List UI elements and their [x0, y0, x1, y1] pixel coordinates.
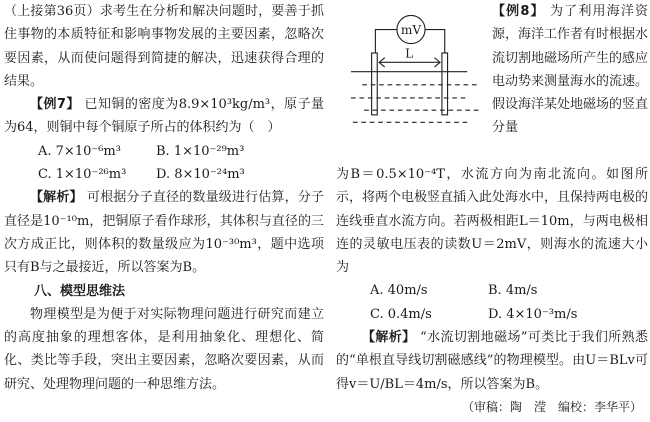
option-c: C. 1×10⁻²⁶m³ — [38, 167, 127, 183]
example8-intro — [492, 0, 648, 140]
option-c: C. 0.4m/s — [370, 306, 432, 322]
analysis8-label: 【解析】 — [362, 330, 416, 346]
analysis8 — [336, 326, 648, 396]
example7-label: 【例7】 — [30, 97, 80, 113]
option-a: A. 40m/s — [370, 283, 428, 299]
option-d: D. 8×10⁻²⁴m³ — [156, 167, 245, 183]
example8-top — [336, 0, 648, 163]
analysis7-text: 可根据分子直径的数量级进行估算，分子直径是10⁻¹⁰m，把铜原子看作球形，其体积与直径的三次方成正比，则体积的数量级应为10⁻³⁰m³，题中选项只有B与之最接近，所以答案为B。 — [4, 190, 324, 276]
example8-label: 【例8】 — [492, 4, 545, 19]
right-column — [336, 0, 648, 419]
intro-paragraph: （上接第36页）求考生在分析和解决问题时，要善于抓住事物的本质特征和影响事物发展的主要因素，忽略次要因素，从而使问题得到简捷的解决，迅速获得合理的结果。 — [4, 4, 324, 89]
section8-text: 物理模型是为便于对实际物理问题进行研究而建立的高度抽象的理想客体，是利用抽象化、理想化、简化、类比等手段，突出主要因素，忽略次要因素，从而研究、处理物理问题的一种思维方法。 — [4, 306, 324, 392]
example7-options-row1 — [4, 140, 324, 163]
example8-options-row1 — [336, 279, 648, 302]
example8-options-row2 — [336, 303, 648, 326]
example7-options-row2 — [4, 163, 324, 186]
millivoltmeter-label: mV — [400, 23, 422, 38]
option-a: A. 7×10⁻⁶m³ — [38, 143, 121, 159]
option-b: B. 4m/s — [488, 283, 538, 299]
analysis7-label: 【解析】 — [30, 190, 83, 206]
left-column — [4, 0, 324, 396]
option-b: B. 1×10⁻²⁹m³ — [156, 143, 245, 159]
analysis8-text: “水流切割地磁场”可类比于我们所熟悉的“单根直导线切割磁感线”的物理模型。由U＝BLv可得v＝U/BL＝4m/s，所以答案为B。 — [336, 330, 648, 392]
example7-question — [4, 93, 324, 140]
example8-text-rest: 为B＝0.5×10⁻⁴T，水流方向为南北流向。如图所示，将两个电极竖直插入此处海水中，且保持两电极的连线垂直水流方向。若两极相距L＝10m，与两电极相连的灵敏电压表的读数U＝2mV，则海水的流速大小为 — [336, 167, 649, 276]
example7-text: 已知铜的密度为8.9×10³kg/m³，原子量为64，则铜中每个铜原子所占的体积约为（ ） — [4, 97, 324, 136]
distance-label: L — [405, 46, 414, 61]
option-d: D. 4×10⁻³m/s — [488, 306, 578, 322]
analysis7 — [4, 186, 324, 279]
section8-title: 八、模型思维法 — [34, 283, 126, 299]
editor-credit: （审稿：陶 滢 编校：李华平） — [461, 399, 642, 414]
example8-text-float: 为了利用海洋资源，海洋工作者有时根据水流切割地磁场所产生的感应电动势来测量海水的流速。假设海洋某处地磁场的竖直分量 — [492, 4, 649, 136]
electrode-diagram — [336, 0, 486, 135]
